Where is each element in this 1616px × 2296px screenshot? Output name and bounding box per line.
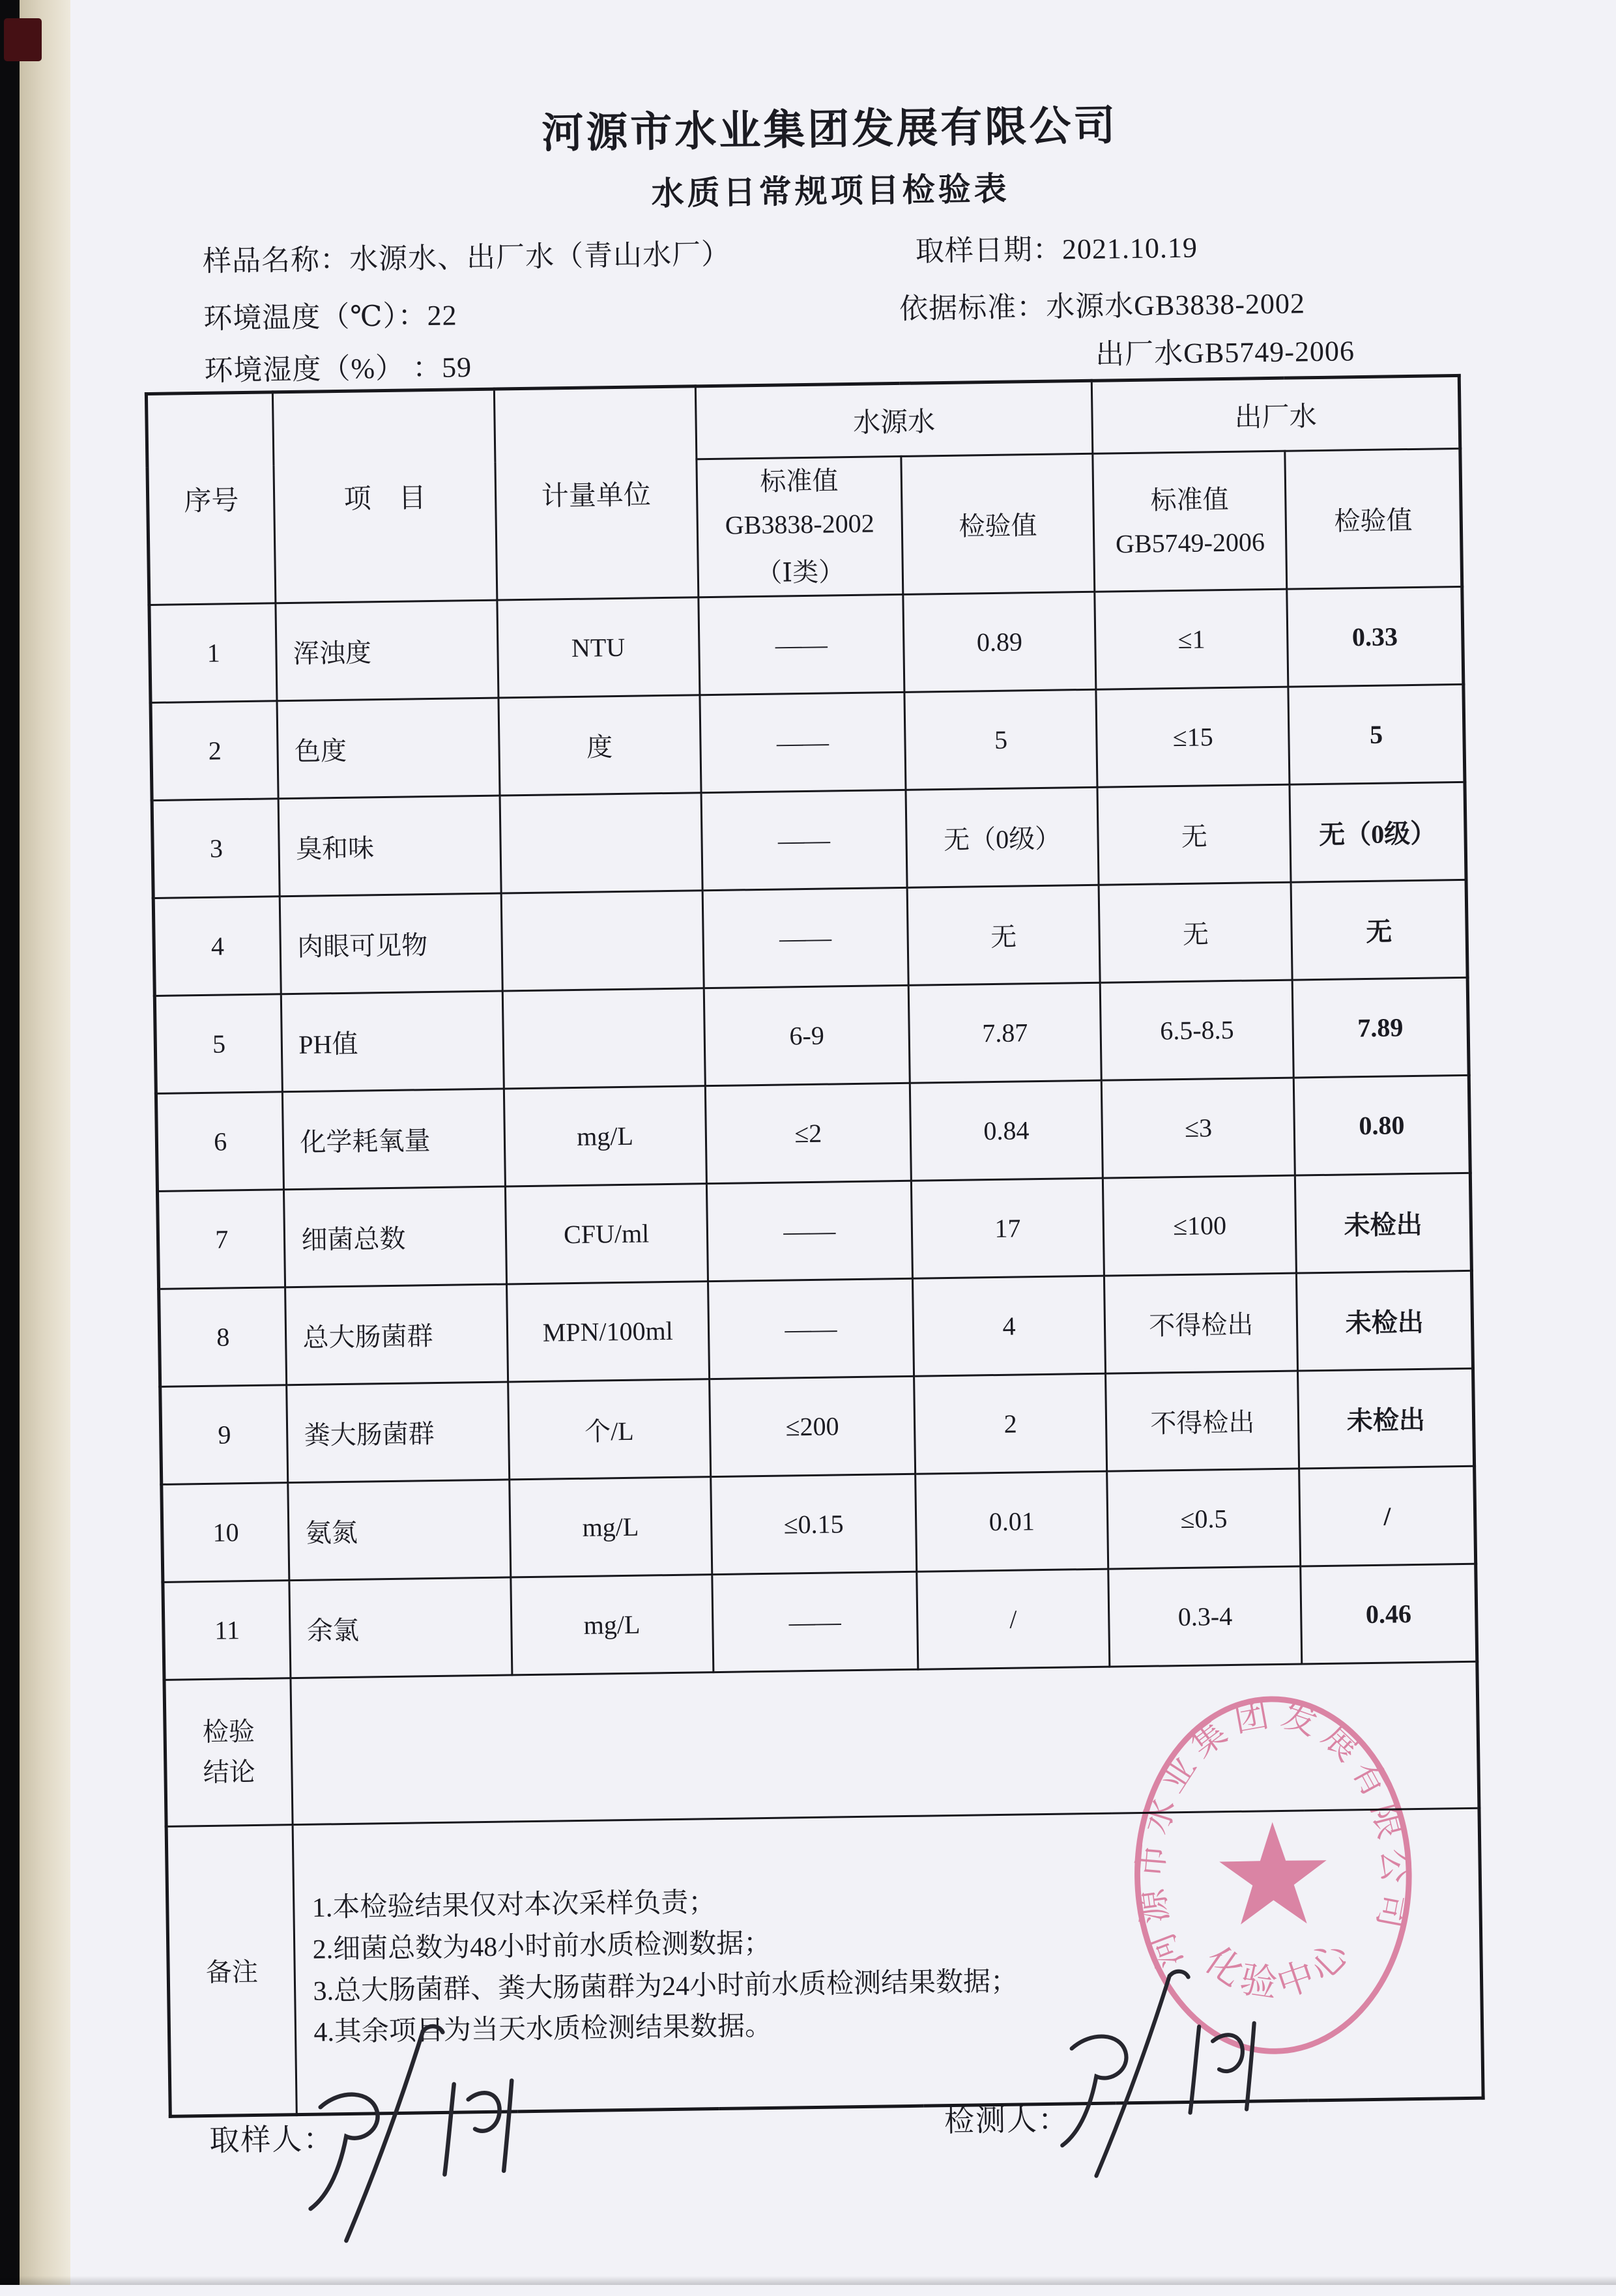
row-factory-standard: 不得检出 [1106,1371,1299,1471]
star-icon [1219,1821,1327,1925]
row-factory-value: 0.33 [1287,586,1464,687]
row-index: 3 [152,799,280,898]
row-factory-standard: ≤0.5 [1107,1469,1301,1569]
remark-line: 4.其余项目为当天水质检测结果数据。 [313,2011,773,2048]
sampling-date [915,224,1198,270]
table-row [154,977,1469,1093]
table-row [163,1564,1477,1680]
row-factory-value: / [1299,1466,1476,1566]
sample-name-label: 样品名称： [202,243,350,278]
col-header-factory-standard [1093,451,1287,592]
standard-factory-value: 出厂水GB5749-2006 [1095,335,1355,371]
col-header-source-value: 检验值 [901,453,1095,594]
row-item: 粪大肠菌群 [287,1382,509,1483]
row-factory-standard: ≤1 [1095,589,1288,689]
row-factory-standard: ≤100 [1103,1175,1297,1276]
row-item: 余氯 [289,1577,512,1678]
row-index: 1 [149,603,278,703]
row-factory-value: 无 [1291,880,1467,980]
row-source-standard: —— [699,594,904,695]
row-source-value: 5 [904,689,1097,790]
table-row [162,1466,1476,1582]
conclusion-label-line2: 结论 [203,1757,255,1788]
row-source-standard: ≤0.15 [711,1474,917,1574]
row-item: 臭和味 [279,796,501,897]
env-temperature [203,291,457,336]
row-source-standard: —— [700,692,906,792]
row-source-standard: —— [702,887,908,988]
row-factory-value: 0.46 [1301,1564,1477,1664]
table-row [153,880,1467,996]
conclusion-label-line1: 检验 [202,1716,255,1747]
row-source-value: 无（0级） [906,787,1099,887]
remark-line: 2.细菌总数为48小时前水质检测数据； [312,1928,772,1965]
row-factory-standard: 0.3-4 [1108,1566,1302,1667]
row-factory-standard: 无 [1099,882,1292,983]
row-factory-standard: 无 [1097,784,1291,885]
table-row [157,1173,1471,1289]
row-unit [500,793,702,893]
row-item: 化学耗氧量 [283,1089,505,1190]
row-index: 2 [151,701,279,801]
row-source-standard: 6-9 [704,985,910,1085]
row-index: 9 [160,1385,289,1485]
row-item: 总大肠菌群 [285,1284,508,1385]
row-source-value: 无 [907,885,1100,985]
row-source-standard: —— [706,1181,912,1281]
remark-line: 3.总大肠菌群、粪大肠菌群为24小时前水质检测结果数据； [313,1966,1018,2007]
sampler-label: 取样人： [209,2122,335,2157]
env-humidity-value: 59 [441,351,472,384]
row-item: 肉眼可见物 [280,893,502,994]
row-unit [502,988,705,1089]
row-source-value: 4 [912,1276,1105,1376]
row-factory-standard: ≤3 [1101,1078,1295,1178]
row-factory-value: 未检出 [1295,1173,1472,1273]
standard-reference-source [899,280,1306,327]
table-row [149,586,1464,702]
row-source-standard: ≤200 [709,1376,915,1476]
row-factory-standard: ≤15 [1096,687,1290,787]
standard-source-value: 水源水GB3838-2002 [1045,287,1306,323]
tester-label: 检测人： [944,2102,1070,2138]
report-title: 水质日常规项目检验表 [651,170,1011,212]
table-row [151,684,1465,800]
tester-signature [1026,1966,1283,2185]
sampling-date-value: 2021.10.19 [1061,231,1198,266]
row-source-standard: —— [701,790,907,890]
env-temperature-value: 22 [427,299,457,332]
stamp-ring-text: 河源市水业集团发展有限公司 [1132,1695,1414,1973]
row-index: 6 [156,1092,284,1192]
row-unit: NTU [497,597,699,698]
row-index: 11 [163,1581,291,1680]
row-unit: CFU/ml [505,1184,708,1284]
row-source-value: 2 [914,1373,1107,1474]
row-item: 浑浊度 [276,600,498,701]
env-temperature-label: 环境温度（℃）： [203,300,427,335]
table-row [160,1368,1475,1484]
sampler-signature [278,2021,536,2250]
remarks-label: 备注 [166,1825,297,2117]
row-item: 色度 [277,698,499,799]
row-unit: mg/L [509,1477,712,1577]
sample-name [203,231,731,280]
conclusion-label [164,1678,293,1827]
row-factory-value: 7.89 [1292,977,1469,1078]
company-title: 河源市水业集团发展有限公司 [541,102,1118,157]
row-factory-value: 5 [1288,684,1465,784]
row-index: 5 [154,994,283,1094]
row-source-standard: —— [712,1571,918,1672]
row-factory-standard: 不得检出 [1104,1273,1298,1373]
row-source-value: 17 [911,1178,1104,1278]
row-item: PH值 [281,991,504,1092]
standard-label: 依据标准： [899,291,1046,325]
table-row [152,782,1466,898]
col-header-factory-value: 检验值 [1285,448,1462,589]
remark-line: 1.本检验结果仅对本次采样负责； [311,1887,716,1923]
row-source-value: 0.89 [903,592,1096,692]
row-factory-value: 未检出 [1297,1270,1473,1371]
group-header-source-water: 水源水 [695,380,1093,459]
row-item: 氨氮 [288,1480,510,1581]
row-unit: MPN/100ml [506,1282,709,1382]
row-source-value: / [917,1569,1110,1669]
col-header-source-standard [697,456,903,597]
col-header-item: 项 目 [273,389,497,603]
row-index: 10 [162,1483,290,1583]
row-factory-standard: 6.5-8.5 [1100,980,1293,1080]
source-standard-label: 标准值 [759,465,839,496]
factory-standard-code: GB5749-2006 [1115,526,1265,558]
row-source-value: 7.87 [908,983,1101,1083]
row-factory-value: 0.80 [1294,1075,1471,1175]
env-humidity [204,343,472,389]
row-item: 细菌总数 [284,1186,506,1287]
col-header-index: 序号 [146,392,276,605]
col-header-unit: 计量单位 [494,386,699,600]
sampling-date-label: 取样日期： [915,233,1063,268]
scanner-shadow [0,2276,1616,2285]
row-source-standard: —— [708,1278,914,1379]
source-standard-class: （Ⅰ类） [756,556,845,588]
standard-reference-factory [1095,327,1355,373]
row-source-value: 0.01 [916,1471,1108,1571]
row-index: 7 [157,1190,285,1289]
row-index: 8 [159,1287,287,1387]
row-index: 4 [153,897,281,996]
row-factory-value: 无（0级） [1290,782,1466,882]
env-humidity-label: 环境湿度（%） ： [204,351,442,387]
table-row [159,1270,1473,1386]
row-unit: mg/L [504,1086,706,1186]
row-source-value: 0.84 [910,1080,1103,1181]
row-source-standard: ≤2 [705,1083,911,1183]
sample-name-value: 水源水、出厂水（青山水厂） [349,238,731,276]
group-header-factory-water: 出厂水 [1091,375,1460,453]
row-unit [501,891,704,991]
table-row [156,1075,1470,1191]
row-unit: 度 [498,695,701,796]
stamp-center-text: 化验中心 [1197,1929,1361,2007]
row-factory-value: 未检出 [1298,1368,1475,1469]
factory-standard-label: 标准值 [1150,484,1229,515]
row-unit: mg/L [510,1575,713,1675]
source-standard-code: GB3838-2002 [725,508,874,540]
row-unit: 个/L [508,1379,710,1480]
